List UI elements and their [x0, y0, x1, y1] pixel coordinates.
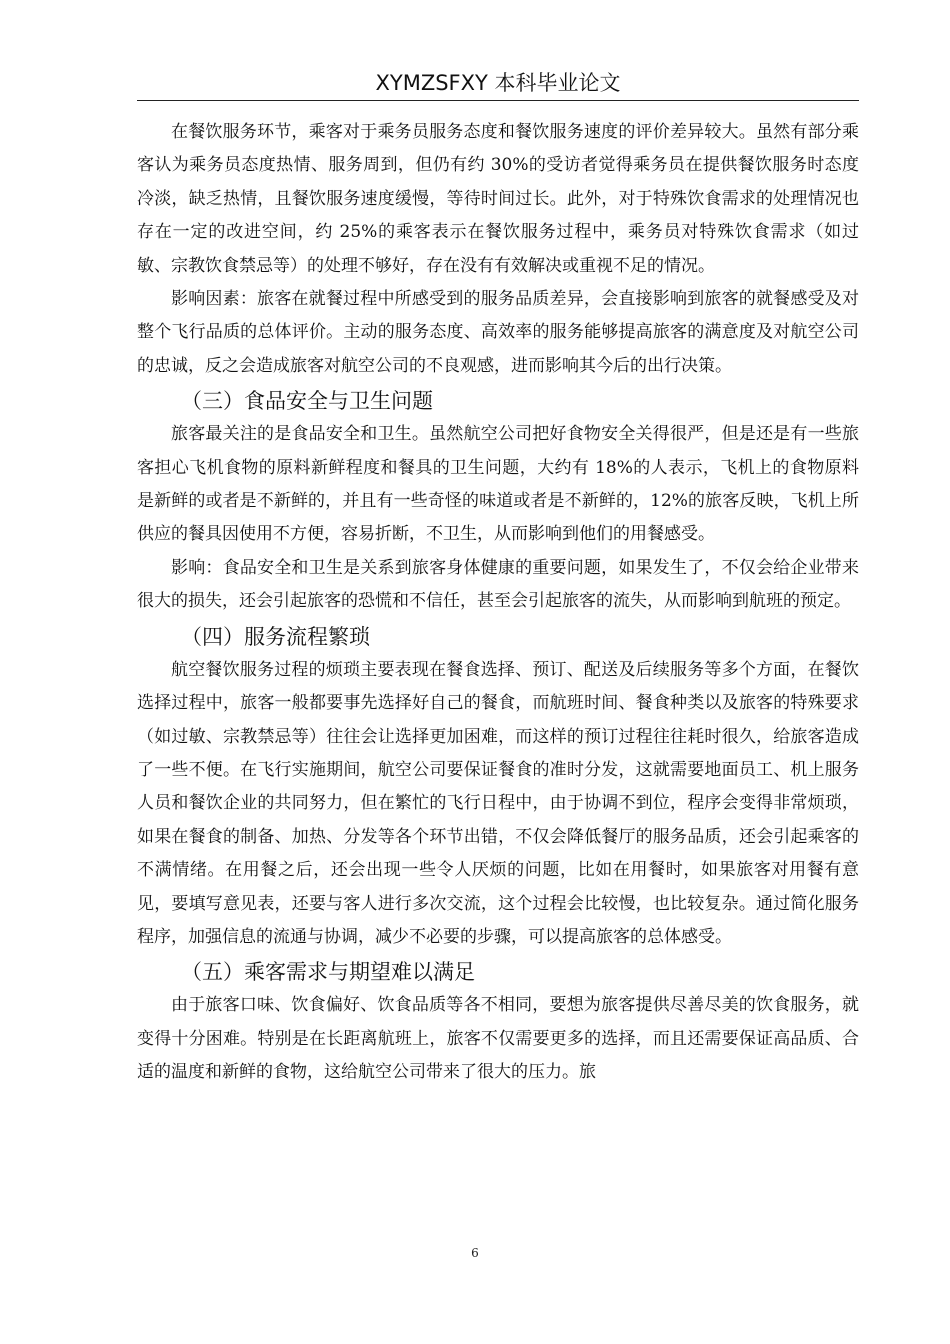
section-heading-food-safety: （三）食品安全与卫生问题	[181, 389, 433, 414]
paragraph-influencing-factors: 影响因素：旅客在就餐过程中所感受到的服务品质差异，会直接影响到旅客的就餐感受及对整个飞行品质的总体评价。主动的服务态度、高效率的服务能够提高旅客的满意度及对航空公司的忠诚，反之会造成旅客对航空公司的不良观感，进而影响其今后的出行决策。	[137, 289, 859, 376]
paragraph-food-safety: 旅客最关注的是食品安全和卫生。虽然航空公司把好食物安全关得很严，但是还是有一些旅客担心飞机食物的原料新鲜程度和餐具的卫生问题，大约有 18%的人表示，飞机上的食物原料是新鲜的或者是不新鲜的，并且有一些奇怪的味道或者是不新鲜的，12%的旅客反映，飞机上所供应的餐具因使用不方便，容易折断，不卫生，从而影响到他们的用餐感受。	[137, 424, 859, 545]
page-header: XYMZSFXY 本科毕业论文	[137, 68, 859, 101]
page-number: 6	[471, 1246, 479, 1260]
body-text	[137, 116, 859, 1090]
section-heading-service-process: （四）服务流程繁琐	[181, 624, 370, 649]
paragraph-catering-service: 在餐饮服务环节，乘客对于乘务员服务态度和餐饮服务速度的评价差异较大。虽然有部分乘客认为乘务员态度热情、服务周到，但仍有约 30%的受访者觉得乘务员在提供餐饮服务时态度冷淡，缺乏热情，且餐饮服务速度缓慢，等待时间过长。此外，对于特殊饮食需求的处理情况也存在一定的改进空间，约 25%的乘客表示在餐饮服务过程中，乘务员对特殊饮食需求（如过敏、宗教饮食禁忌等）的处理不够好，存在没有有效解决或重视不足的情况。	[137, 122, 859, 276]
paragraph-service-process: 航空餐饮服务过程的烦琐主要表现在餐食选择、预订、配送及后续服务等多个方面，在餐饮选择过程中，旅客一般都要事先选择好自己的餐食，而航班时间、餐食种类以及旅客的特殊要求（如过敏、宗教禁忌等）往往会让选择更加困难，而这样的预订过程往往耗时很久，给旅客造成了一些不便。在飞行实施期间，航空公司要保证餐食的准时分发，这就需要地面员工、机上服务人员和餐饮企业的共同努力，但在繁忙的飞行日程中，由于协调不到位，程序会变得非常烦琐，如果在餐食的制备、加热、分发等各个环节出错，不仅会降低餐厅的服务品质，还会引起乘客的不满情绪。在用餐之后，还会出现一些令人厌烦的问题，比如在用餐时，如果旅客对用餐有意见，要填写意见表，还要与客人进行多次交流，这个过程会比较慢，也比较复杂。通过简化服务程序，加强信息的流通与协调，减少不必要的步骤，可以提高旅客的总体感受。	[137, 659, 859, 947]
paragraph-food-safety-impact: 影响：食品安全和卫生是关系到旅客身体健康的重要问题，如果发生了，不仅会给企业带来很大的损失，还会引起旅客的恐慌和不信任，甚至会引起旅客的流失，从而影响到航班的预定。	[137, 557, 859, 612]
section-heading-passenger-needs: （五）乘客需求与期望难以满足	[181, 960, 475, 985]
paragraph-passenger-needs: 由于旅客口味、饮食偏好、饮食品质等各不相同，要想为旅客提供尽善尽美的饮食服务，就变得十分困难。特别是在长距离航班上，旅客不仅需要更多的选择，而且还需要保证高品质、合适的温度和新鲜的食物，这给航空公司带来了很大的压力。旅	[137, 995, 859, 1083]
